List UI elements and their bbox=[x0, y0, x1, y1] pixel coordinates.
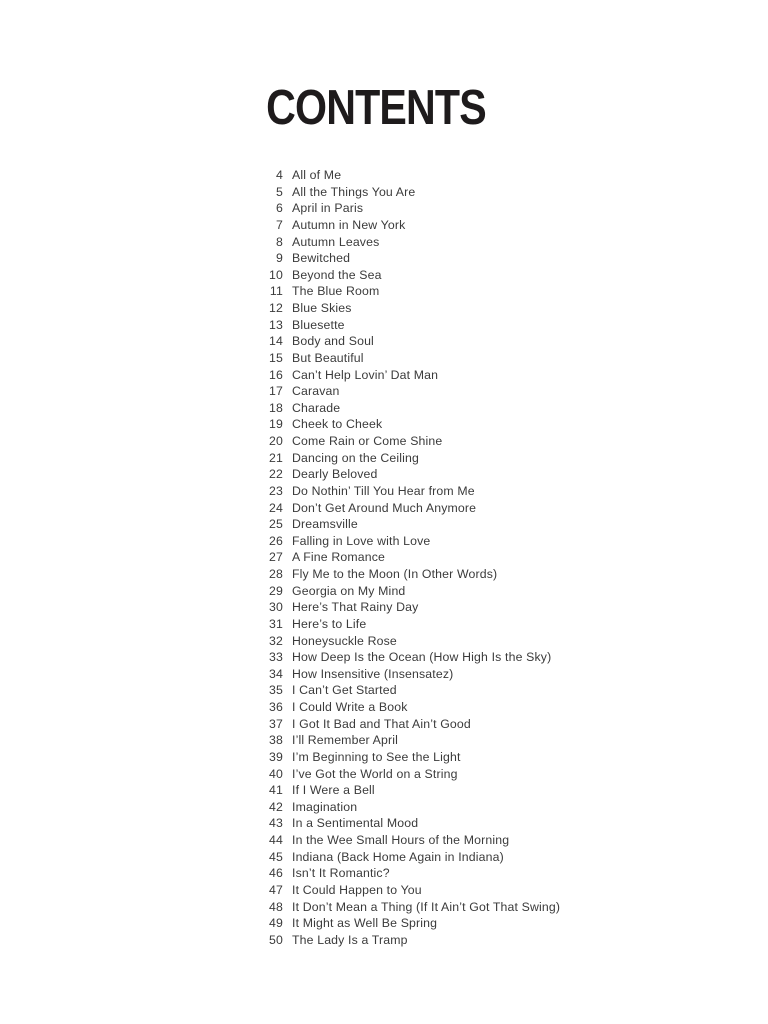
toc-song-title: It Don’t Mean a Thing (If It Ain’t Got That Swing) bbox=[292, 899, 561, 914]
toc-entry bbox=[243, 300, 560, 317]
toc-entry bbox=[243, 633, 560, 650]
toc-song-title: Caravan bbox=[292, 384, 340, 399]
toc-song-title: It Might as Well Be Spring bbox=[292, 916, 438, 931]
toc-song-title: April in Paris bbox=[292, 201, 364, 216]
toc-entry bbox=[243, 516, 560, 533]
toc-entry bbox=[243, 167, 560, 184]
toc-entry bbox=[243, 367, 560, 384]
toc-song-title: Falling in Love with Love bbox=[292, 533, 431, 548]
toc-entry bbox=[243, 566, 560, 583]
toc-page-number: 6 bbox=[276, 201, 283, 216]
toc-page-number: 14 bbox=[269, 334, 283, 349]
toc-entry bbox=[243, 200, 560, 217]
toc-entry bbox=[243, 666, 560, 683]
toc-entry bbox=[243, 915, 560, 932]
toc-song-title: Autumn Leaves bbox=[292, 234, 380, 249]
toc-song-title: Georgia on My Mind bbox=[292, 583, 406, 598]
toc-page-number: 48 bbox=[269, 899, 283, 914]
toc-entry bbox=[243, 267, 560, 284]
toc-page-number: 13 bbox=[269, 317, 283, 332]
toc-entry bbox=[243, 865, 560, 882]
toc-song-title: Dreamsville bbox=[292, 517, 358, 532]
toc-page-number: 9 bbox=[276, 251, 283, 266]
toc-song-title: Beyond the Sea bbox=[292, 267, 382, 282]
toc-song-title: Bewitched bbox=[292, 251, 351, 266]
toc-page-number: 32 bbox=[269, 633, 283, 648]
toc-page-number: 47 bbox=[269, 882, 283, 897]
toc-song-title: Blue Skies bbox=[292, 301, 352, 315]
toc-page-number: 40 bbox=[269, 766, 283, 781]
toc-song-title: Come Rain or Come Shine bbox=[292, 434, 443, 448]
toc-song-title: Charade bbox=[292, 400, 341, 415]
toc-song-title: Isn’t It Romantic? bbox=[292, 866, 390, 881]
toc-song-title: In the Wee Small Hours of the Morning bbox=[292, 833, 510, 847]
toc-page-number: 37 bbox=[269, 716, 283, 731]
toc-song-title: Cheek to Cheek bbox=[292, 417, 383, 432]
toc-song-title: I Can’t Get Started bbox=[292, 683, 397, 698]
toc-entry bbox=[243, 466, 560, 483]
toc-entry bbox=[243, 583, 560, 600]
toc-entry bbox=[243, 616, 560, 633]
toc-entry bbox=[243, 549, 560, 566]
toc-song-title: Fly Me to the Moon (In Other Words) bbox=[292, 567, 498, 581]
toc-entry bbox=[243, 815, 560, 832]
toc-song-title: I Could Write a Book bbox=[292, 700, 408, 714]
toc-entry bbox=[243, 350, 560, 367]
toc-song-title: If I Were a Bell bbox=[292, 783, 375, 798]
toc-song-title: In a Sentimental Mood bbox=[292, 816, 419, 831]
toc-entry bbox=[243, 649, 560, 666]
toc-entry bbox=[243, 732, 560, 749]
toc-page-number: 5 bbox=[276, 184, 283, 199]
toc-entry bbox=[243, 832, 560, 849]
toc-entry bbox=[243, 217, 560, 234]
toc-page-number: 27 bbox=[269, 550, 283, 565]
toc-page-number: 24 bbox=[269, 500, 283, 515]
toc-page-number: 49 bbox=[269, 916, 283, 931]
toc-page-number: 16 bbox=[269, 367, 283, 382]
toc-page-number: 41 bbox=[269, 783, 283, 798]
toc-song-title: Autumn in New York bbox=[292, 217, 406, 232]
toc-song-title: Here’s That Rainy Day bbox=[292, 600, 419, 615]
toc-page-number: 50 bbox=[269, 932, 283, 947]
toc-page-number: 21 bbox=[269, 450, 283, 465]
toc-page-number: 15 bbox=[269, 350, 283, 365]
toc-page-number: 19 bbox=[269, 417, 283, 432]
toc-page-number: 17 bbox=[269, 384, 283, 399]
toc-entry bbox=[243, 782, 560, 799]
toc-song-title: A Fine Romance bbox=[292, 550, 386, 565]
toc-song-title: Dancing on the Ceiling bbox=[292, 450, 420, 465]
toc-page-number: 28 bbox=[269, 567, 283, 581]
toc-page-number: 10 bbox=[269, 267, 283, 282]
toc-song-title: I’ll Remember April bbox=[292, 733, 399, 748]
toc-page-number: 46 bbox=[269, 866, 283, 881]
toc-song-title: The Lady Is a Tramp bbox=[292, 932, 408, 947]
toc-page-number: 31 bbox=[269, 616, 283, 631]
toc-song-title: But Beautiful bbox=[292, 350, 364, 365]
toc-song-title: It Could Happen to You bbox=[292, 882, 422, 897]
toc-entry bbox=[243, 932, 560, 949]
toc-entry bbox=[243, 383, 560, 400]
toc-entry bbox=[243, 283, 560, 300]
toc-entry bbox=[243, 234, 560, 251]
toc-page-number: 38 bbox=[269, 733, 283, 748]
toc-entry bbox=[243, 849, 560, 866]
toc-page-number: 25 bbox=[269, 517, 283, 532]
toc-page-number: 20 bbox=[269, 434, 283, 448]
toc-page-number: 23 bbox=[269, 483, 283, 498]
toc-song-title: All the Things You Are bbox=[292, 184, 416, 199]
toc-entry bbox=[243, 333, 560, 350]
toc-page-number: 12 bbox=[269, 301, 283, 315]
toc-song-title: The Blue Room bbox=[292, 284, 380, 299]
toc-page-number: 18 bbox=[269, 400, 283, 415]
toc-entry bbox=[243, 317, 560, 334]
toc-entry bbox=[243, 882, 560, 899]
toc-song-title: Do Nothin’ Till You Hear from Me bbox=[292, 483, 475, 498]
toc-song-title: Here’s to Life bbox=[292, 616, 367, 631]
toc-page-number: 8 bbox=[276, 234, 283, 249]
toc-song-title: Bluesette bbox=[292, 317, 345, 332]
toc-entry bbox=[243, 184, 560, 201]
toc-page-number: 29 bbox=[269, 583, 283, 598]
toc-song-title: Body and Soul bbox=[292, 334, 374, 349]
toc-page-number: 22 bbox=[269, 467, 283, 482]
toc-entry bbox=[243, 416, 560, 433]
toc-song-title: Imagination bbox=[292, 799, 358, 814]
toc-page-number: 7 bbox=[276, 217, 283, 232]
toc-entry bbox=[243, 500, 560, 517]
toc-song-title: Honeysuckle Rose bbox=[292, 633, 397, 648]
toc-list bbox=[243, 167, 560, 948]
toc-song-title: All of Me bbox=[292, 168, 342, 182]
toc-page-number: 42 bbox=[269, 799, 283, 814]
toc-page-number: 39 bbox=[269, 749, 283, 764]
toc-entry bbox=[243, 533, 560, 550]
toc-entry bbox=[243, 483, 560, 500]
toc-entry bbox=[243, 799, 560, 816]
toc-entry bbox=[243, 599, 560, 616]
toc-page-number: 11 bbox=[269, 284, 283, 299]
toc-page-number: 26 bbox=[269, 533, 283, 548]
toc-page-number: 45 bbox=[269, 849, 283, 864]
toc-song-title: Indiana (Back Home Again in Indiana) bbox=[292, 849, 504, 864]
toc-song-title: Can’t Help Lovin’ Dat Man bbox=[292, 367, 439, 382]
toc-entry bbox=[243, 766, 560, 783]
toc-song-title: Dearly Beloved bbox=[292, 467, 378, 482]
toc-entry bbox=[243, 716, 560, 733]
toc-entry bbox=[243, 699, 560, 716]
toc-entry bbox=[243, 899, 560, 916]
toc-song-title: How Insensitive (Insensatez) bbox=[292, 666, 454, 681]
toc-song-title: How Deep Is the Ocean (How High Is the Sky) bbox=[292, 650, 552, 665]
toc-entry bbox=[243, 250, 560, 267]
toc-page-number: 43 bbox=[269, 816, 283, 831]
toc-entry bbox=[243, 433, 560, 450]
toc-page-number: 30 bbox=[269, 600, 283, 615]
toc-entry bbox=[243, 749, 560, 766]
toc-song-title: I’ve Got the World on a String bbox=[292, 766, 458, 781]
toc-page-number: 33 bbox=[269, 650, 283, 665]
toc-song-title: I’m Beginning to See the Light bbox=[292, 749, 461, 764]
toc-page-number: 4 bbox=[276, 168, 283, 182]
toc-page-number: 34 bbox=[269, 666, 283, 681]
toc-page-number: 36 bbox=[269, 700, 283, 714]
toc-entry bbox=[243, 682, 560, 699]
toc-entry bbox=[243, 450, 560, 467]
toc-entry bbox=[243, 400, 560, 417]
toc-song-title: Don’t Get Around Much Anymore bbox=[292, 500, 477, 515]
toc-page-number: 35 bbox=[269, 683, 283, 698]
toc-song-title: I Got It Bad and That Ain’t Good bbox=[292, 716, 471, 731]
toc-page-number: 44 bbox=[269, 833, 283, 847]
page-title: CONTENTS bbox=[266, 81, 486, 135]
